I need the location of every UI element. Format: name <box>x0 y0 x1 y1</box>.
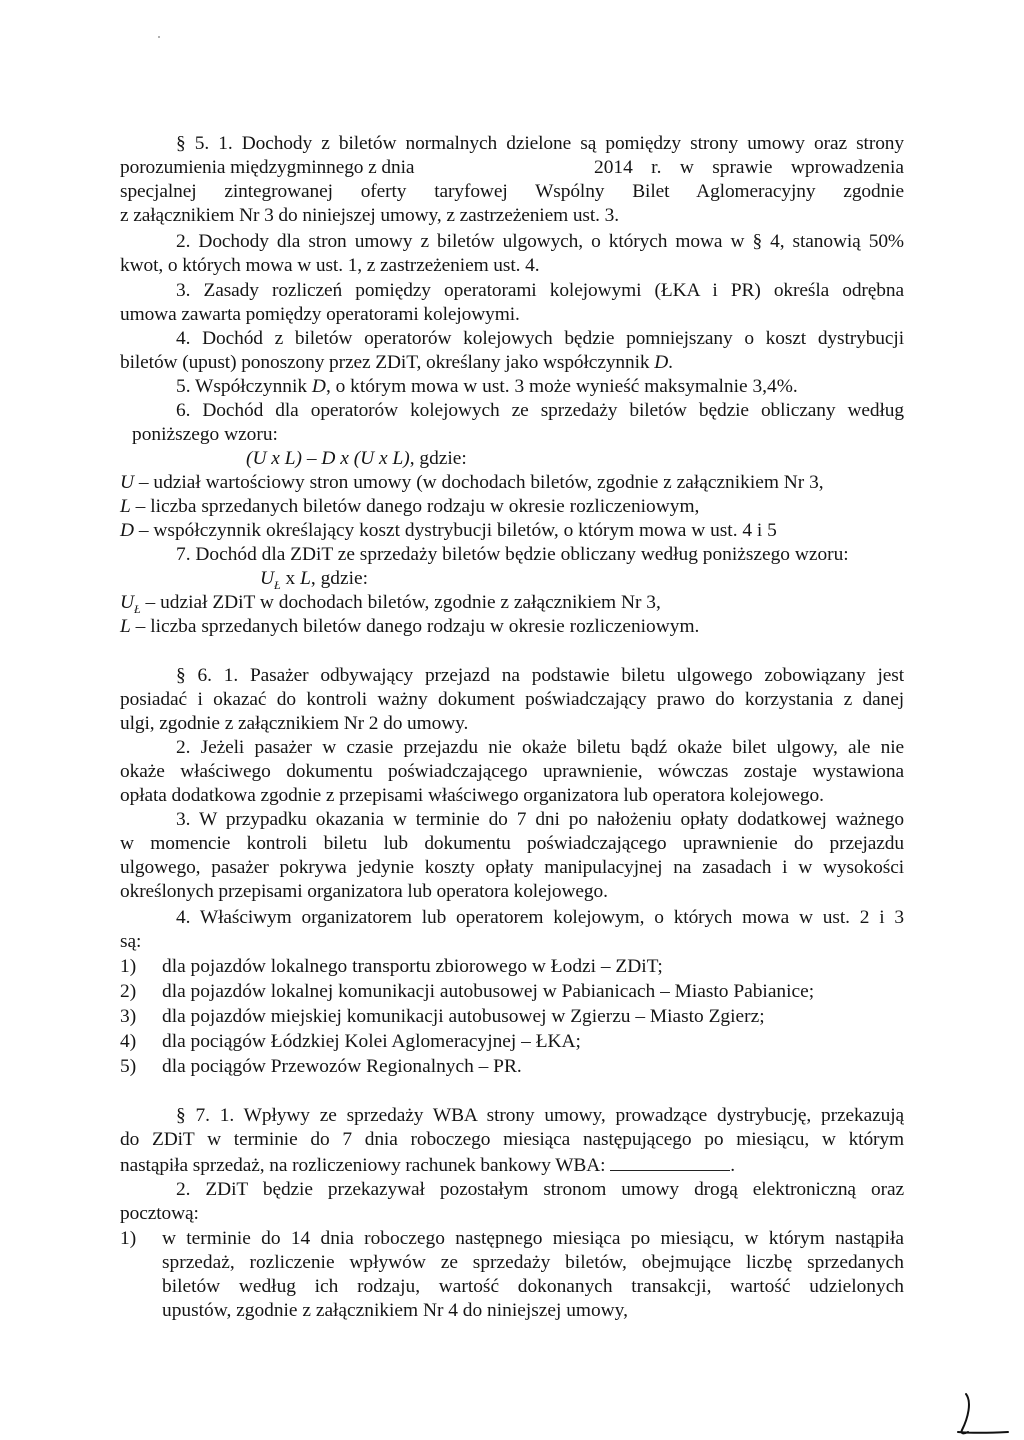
s7-list-item-1-line4: upustów, zgodnie z załącznikiem Nr 4 do niniejszej umowy, <box>162 1300 628 1321</box>
s5-p5-line <box>176 375 798 399</box>
s6-list-num-3: 3) <box>120 1006 137 1027</box>
s7-list-item-1-line1: w terminie do 14 dnia roboczego następnego miesiąca po miesiącu, w którym nastąpiła <box>162 1228 904 1249</box>
s6-list-num-5: 5) <box>120 1056 137 1077</box>
s5-p6-def-l-text: – liczba sprzedanych biletów danego rodzaju w okresie rozliczeniowym, <box>130 496 700 517</box>
s7-p2-line2: pocztową: <box>120 1203 199 1224</box>
s6-p4-line2: są: <box>120 931 142 952</box>
s5-p6-formula <box>246 447 467 471</box>
s7-p2-line1: 2. ZDiT będzie przekazywał pozostałym stronom umowy drogą elektroniczną oraz <box>176 1179 904 1200</box>
s5-p6-symbol-l: L <box>120 496 131 517</box>
s6-list-item-1: dla pojazdów lokalnego transportu zbiorowego w Łodzi – ZDiT; <box>162 956 663 977</box>
scan-speck <box>158 36 160 38</box>
s5-p1-line3: specjalnej zintegrowanej oferty taryfowej Wspólny Bilet Aglomeracyjny zgodnie <box>120 181 904 202</box>
s7-list-item-1-line2: sprzedaż, rozliczenie wpływów ze sprzedaży biletów, obejmujące liczbę sprzedanych <box>162 1252 904 1273</box>
signature-initial <box>948 1388 1018 1440</box>
s5-p4-text: biletów (upust) ponoszony przez ZDiT, określany jako współczynnik <box>120 352 650 373</box>
s7-p1-line1: § 7. 1. Wpływy ze sprzedaży WBA strony umowy, prowadzące dystrybucję, przekazują <box>176 1105 904 1126</box>
s5-p7-symbol-ul <box>260 568 281 592</box>
s7-p1-line3 <box>120 1152 904 1178</box>
s6-list-item-5: dla pociągów Przewozów Regionalnych – PR. <box>162 1056 522 1077</box>
s5-p5-text-b: , o którym mowa w ust. 3 może wynieść maksymalnie 3,4%. <box>325 376 798 397</box>
s5-p3-line1: 3. Zasady rozliczeń pomiędzy operatorami kolejowymi (ŁKA i PR) określa odrębna <box>176 280 904 301</box>
s5-p2-line2: kwot, o których mowa w ust. 1, z zastrzeżeniem ust. 4. <box>120 255 540 276</box>
s5-p7-def-l-text: – liczba sprzedanych biletów danego rodzaju w okresie rozliczeniowym. <box>130 616 700 637</box>
s5-p4-line1: 4. Dochód z biletów operatorów kolejowych będzie pomniejszany o koszt dystrybucji <box>176 328 904 349</box>
s5-p1-line4: z załącznikiem Nr 3 do niniejszej umowy, z zastrzeżeniem ust. 3. <box>120 205 619 226</box>
s5-p6-line2: poniższego wzoru: <box>132 424 278 445</box>
s5-p1-line1: § 5. 1. Dochody z biletów normalnych dzielone są pomiędzy strony umowy oraz strony <box>176 133 904 154</box>
s5-p7-def-u: U <box>120 592 135 613</box>
s5-p6-def-l <box>120 495 699 519</box>
s7-list-item-1-line3: biletów według ich rodzaju, wartość dokonanych transakcji, wartość udzielonych <box>162 1276 904 1297</box>
s5-p7-symbol-l: L <box>300 568 311 589</box>
s5-p6-def-d <box>120 519 777 543</box>
s5-p6-symbol-u: U <box>120 472 135 493</box>
s6-list-item-4: dla pociągów Łódzkiej Kolei Aglomeracyjnej – ŁKA; <box>162 1031 581 1052</box>
s6-list-item-2: dla pojazdów lokalnej komunikacji autobusowej w Pabianicach – Miasto Pabianice; <box>162 981 815 1002</box>
s5-p6-def-u-text: – udział wartościowy stron umowy (w dochodach biletów, zgodnie z załącznikiem Nr 3, <box>134 472 824 493</box>
s5-p3-line2: umowa zawarta pomiędzy operatorami kolejowymi. <box>120 304 520 325</box>
s6-list-item-3: dla pojazdów miejskiej komunikacji autobusowej w Zgierzu – Miasto Zgierz; <box>162 1006 765 1027</box>
s5-p4-period: . <box>668 352 673 373</box>
s6-p2-line3: opłata dodatkowa zgodnie z przepisami właściwego organizatora lub operatora kolejowego. <box>120 785 824 806</box>
s5-p7-x: x <box>280 568 301 589</box>
s5-p7-def-l-symbol: L <box>120 616 131 637</box>
s5-p5-symbol-d: D <box>311 376 326 397</box>
s6-p3-line2: w momencie kontroli biletu lub dokumentu poświadczającego uprawnienie do przejazdu <box>120 833 904 854</box>
s5-p7-def-l <box>120 615 699 639</box>
s7-p1-line3-period: . <box>730 1155 735 1176</box>
s6-p1-line2: posiadać i okazać do kontroli ważny dokument poświadczający prawo do korzystania z danej <box>120 689 904 710</box>
s5-p7-line1: 7. Dochód dla ZDiT ze sprzedaży biletów będzie obliczany według poniższego wzoru: <box>176 544 849 565</box>
s5-p6-def-u <box>120 471 824 495</box>
s5-p1-line2a: porozumienia międzygminnego z dnia <box>120 157 415 178</box>
s6-list-num-4: 4) <box>120 1031 137 1052</box>
s5-p6-line1: 6. Dochód dla operatorów kolejowych ze sprzedaży biletów będzie obliczany według <box>176 400 904 421</box>
s6-list-num-1: 1) <box>120 956 137 977</box>
s6-p4-line1: 4. Właściwym organizatorem lub operatorem kolejowym, o których mowa w ust. 2 i 3 <box>176 907 904 928</box>
s5-p6-formula-expr: (U x L) – D x (U x L) <box>246 448 410 469</box>
s5-p7-def-sub: Ł <box>134 601 141 616</box>
s5-p7-u: U <box>260 568 275 589</box>
s6-p3-line4: określonych przepisami organizatora lub operatora kolejowego. <box>120 881 608 902</box>
s7-p1-line3-text: nastąpiła sprzedaż, na rozliczeniowy rachunek bankowy WBA: <box>120 1155 606 1176</box>
s5-p5-text-a: 5. Współczynnik <box>176 376 308 397</box>
s5-p6-symbol-d: D <box>120 520 135 541</box>
s6-p3-line1: 3. W przypadku okazania w terminie do 7 dni po nałożeniu opłaty dodatkowej ważnego <box>176 809 904 830</box>
account-number-blank <box>610 1152 730 1171</box>
s5-p2-line1: 2. Dochody dla stron umowy z biletów ulgowych, o których mowa w § 4, stanowią 50% <box>176 231 904 252</box>
s6-list-num-2: 2) <box>120 981 137 1002</box>
s5-p1-line2b: 2014 r. w sprawie wprowadzenia <box>594 157 904 178</box>
s6-p2-line2: okaże właściwego dokumentu poświadczającego uprawnienie, wówczas zostaje wystawiona <box>120 761 904 782</box>
s6-p1-line1: § 6. 1. Pasażer odbywający przejazd na podstawie biletu ulgowego zobowiązany jest <box>176 665 904 686</box>
s7-list-num-1: 1) <box>120 1228 137 1249</box>
s5-p7-def-ul-symbol <box>120 592 141 616</box>
s5-p7-sub-l: Ł <box>274 577 281 592</box>
s5-p6-def-d-text: – współczynnik określający koszt dystrybucji biletów, o którym mowa w ust. 4 i 5 <box>134 520 777 541</box>
s6-p3-line3: ulgowego, pasażer pokrywa jedynie koszty opłaty manipulacyjnej na zasadach i w wysokości <box>120 857 904 878</box>
s5-p6-formula-suffix: , gdzie: <box>409 448 467 469</box>
s5-p4-line2 <box>120 351 904 375</box>
s7-p1-line2: do ZDiT w terminie do 7 dnia roboczego miesiąca następującego po miesiącu, w którym <box>120 1129 904 1150</box>
s6-p2-line1: 2. Jeżeli pasażer w czasie przejazdu nie okaże biletu bądź okaże bilet ulgowy, ale nie <box>176 737 904 758</box>
s5-p7-formula-suffix: , gdzie: <box>310 568 368 589</box>
s5-p4-symbol-d: D <box>654 352 669 373</box>
s6-p1-line3: ulgi, zgodnie z załącznikiem Nr 2 do umowy. <box>120 713 469 734</box>
s5-p7-def-ul-text: – udział ZDiT w dochodach biletów, zgodnie z załącznikiem Nr 3, <box>140 592 661 613</box>
